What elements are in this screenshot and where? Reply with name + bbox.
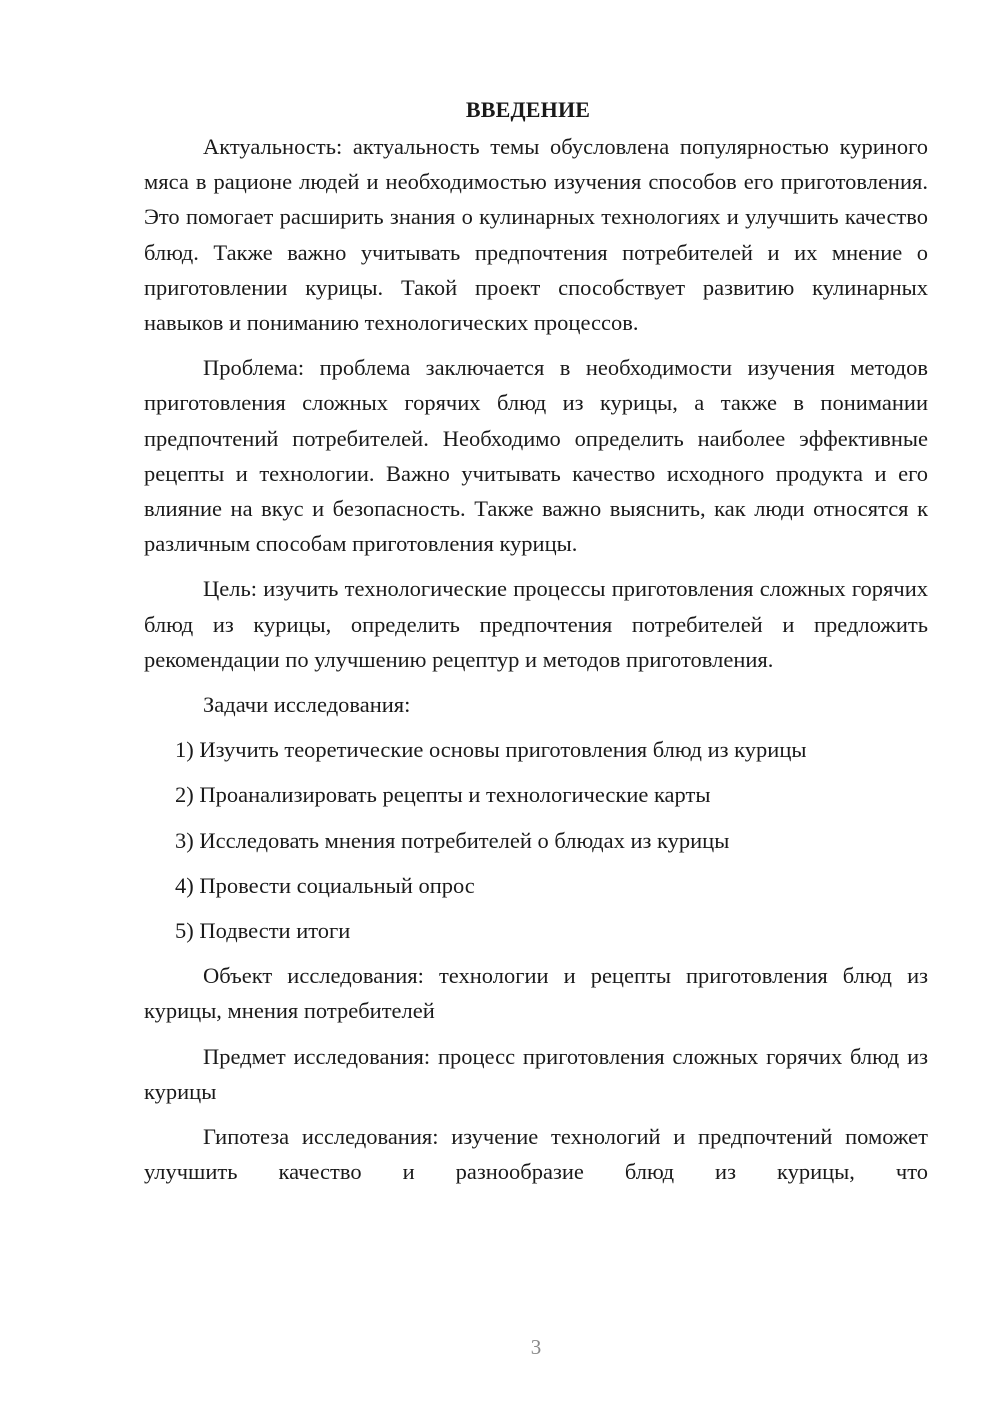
page-number: 3 xyxy=(530,1335,542,1359)
list-item: 3) Исследовать мнения потребителей о блюдах из курицы xyxy=(175,827,730,853)
list-item: 4) Провести социальный опрос xyxy=(175,872,475,898)
list-item: 1) Изучить теоретические основы приготовления блюд из курицы xyxy=(175,737,807,763)
paragraph-subject: Предмет исследования: процесс приготовления сложных горячих блюд из курицы xyxy=(144,1043,928,1104)
list-item: 5) Подвести итоги xyxy=(175,918,351,944)
paragraph-relevance: Актуальность: актуальность темы обусловлена популярностью куриного мяса в рационе людей и необходимостью изучения способов его приготовления. Это помогает расширить знания о кулинарных технологиях и улучшить качество блюд. Также важно учитывать предпочтения потребителей и их мнение о приготовлении курицы. Такой проект способствует развитию кулинарных навыков и пониманию технологических процессов. xyxy=(144,134,928,336)
paragraph-object: Объект исследования: технологии и рецепты приготовления блюд из курицы, мнения потребителей xyxy=(144,963,928,1024)
paragraph-hypothesis: Гипотеза исследования: изучение технологий и предпочтений поможет улучшить качество и разнообразие блюд из курицы, что xyxy=(144,1124,928,1185)
tasks-list xyxy=(144,732,928,948)
list-item: 2) Проанализировать рецепты и технологические карты xyxy=(175,782,711,808)
paragraph-problem: Проблема: проблема заключается в необходимости изучения методов приготовления сложных горячих блюд из курицы, а также в понимании предпочтений потребителей. Необходимо определить наиболее эффективные рецепты и технологии. Важно учитывать качество исходного продукта и его влияние на вкус и безопасность. Также важно выяснить, как люди относятся к различным способам приготовления курицы. xyxy=(144,355,928,557)
tasks-heading: Задачи исследования: xyxy=(203,692,411,718)
page-title: ВВЕДЕНИЕ xyxy=(465,97,591,122)
paragraph-goal: Цель: изучить технологические процессы приготовления сложных горячих блюд из курицы, определить предпочтения потребителей и предложить рекомендации по улучшению рецептур и методов приготовления. xyxy=(144,576,928,672)
page-content xyxy=(144,92,928,1199)
